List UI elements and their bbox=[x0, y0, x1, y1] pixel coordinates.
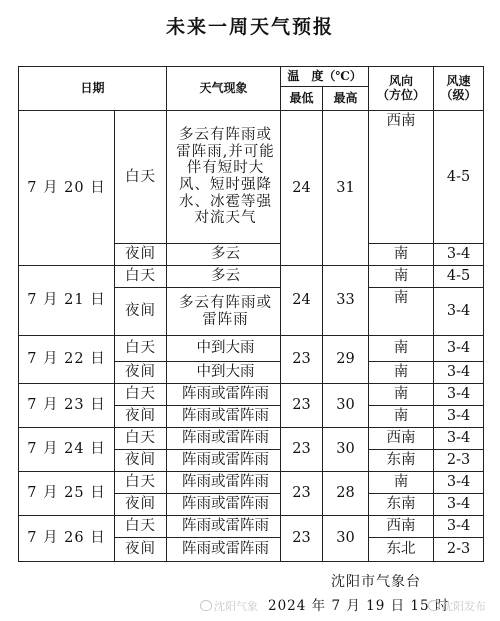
weather-night: 多云 bbox=[167, 244, 281, 266]
weather-day: 阵雨或雷阵雨 bbox=[167, 516, 281, 538]
date-cell: 7 月 22 日 bbox=[19, 336, 115, 384]
temp-min: 23 bbox=[281, 384, 323, 428]
temp-min: 23 bbox=[281, 472, 323, 516]
watermark-right-text: 沈阳发布 bbox=[442, 600, 486, 613]
table-row bbox=[19, 384, 484, 406]
header-wind-speed-label: 风速 bbox=[446, 73, 471, 88]
wind-speed-day: 4-5 bbox=[434, 266, 484, 288]
temp-max: 30 bbox=[323, 516, 369, 562]
period-night: 夜间 bbox=[115, 538, 167, 562]
date-cell: 7 月 21 日 bbox=[19, 266, 115, 336]
temp-max: 30 bbox=[323, 428, 369, 472]
wind-speed-night: 3-4 bbox=[434, 362, 484, 384]
wind-dir-night: 南 bbox=[369, 406, 434, 428]
header-temp-max: 最高 bbox=[323, 87, 369, 111]
wind-speed-day: 3-4 bbox=[434, 384, 484, 406]
temp-min: 24 bbox=[281, 266, 323, 336]
wind-dir-night: 南 bbox=[369, 288, 434, 336]
period-night: 夜间 bbox=[115, 494, 167, 516]
header-wind-speed bbox=[434, 67, 484, 111]
wind-dir-night: 南 bbox=[369, 244, 434, 266]
table-row bbox=[19, 472, 484, 494]
weather-day: 阵雨或雷阵雨 bbox=[167, 428, 281, 450]
temp-min: 23 bbox=[281, 516, 323, 562]
period-night: 夜间 bbox=[115, 288, 167, 336]
temp-max: 28 bbox=[323, 472, 369, 516]
weather-night: 阵雨或雷阵雨 bbox=[167, 450, 281, 472]
wind-speed-night: 2-3 bbox=[434, 538, 484, 562]
wind-dir-day: 南 bbox=[369, 266, 434, 288]
table-row bbox=[19, 336, 484, 362]
period-night: 夜间 bbox=[115, 244, 167, 266]
temp-min: 24 bbox=[281, 111, 323, 266]
weather-night: 中到大雨 bbox=[167, 362, 281, 384]
date-cell: 7 月 25 日 bbox=[19, 472, 115, 516]
watermark-right bbox=[428, 598, 486, 614]
wind-speed-night: 3-4 bbox=[434, 288, 484, 336]
period-day: 白天 bbox=[115, 428, 167, 450]
header-weather: 天气现象 bbox=[167, 67, 281, 111]
weather-day: 多云 bbox=[167, 266, 281, 288]
period-day: 白天 bbox=[115, 516, 167, 538]
period-day: 白天 bbox=[115, 336, 167, 362]
forecast-table bbox=[18, 66, 484, 562]
header-wind-speed-sub: （级） bbox=[440, 87, 477, 102]
date-cell: 7 月 26 日 bbox=[19, 516, 115, 562]
wind-dir-night: 东南 bbox=[369, 494, 434, 516]
wind-speed-night: 3-4 bbox=[434, 244, 484, 266]
date-cell: 7 月 23 日 bbox=[19, 384, 115, 428]
weather-day: 阵雨或雷阵雨 bbox=[167, 472, 281, 494]
weather-day: 多云有阵雨或雷阵雨,并可能伴有短时大风、短时强降水、冰雹等强对流天气 bbox=[167, 111, 281, 244]
page-title: 未来一周天气预报 bbox=[165, 16, 334, 38]
wind-dir-day: 南 bbox=[369, 384, 434, 406]
date-cell: 7 月 24 日 bbox=[19, 428, 115, 472]
temp-max: 30 bbox=[323, 384, 369, 428]
wind-speed-day: 4-5 bbox=[434, 111, 484, 244]
temp-max: 31 bbox=[323, 111, 369, 266]
temp-max: 29 bbox=[323, 336, 369, 384]
table-row bbox=[19, 111, 484, 244]
weather-night: 阵雨或雷阵雨 bbox=[167, 406, 281, 428]
wind-speed-night: 2-3 bbox=[434, 450, 484, 472]
date-cell: 7 月 20 日 bbox=[19, 111, 115, 266]
wind-speed-night: 3-4 bbox=[434, 494, 484, 516]
wind-dir-night: 东北 bbox=[369, 538, 434, 562]
period-night: 夜间 bbox=[115, 362, 167, 384]
wind-speed-night: 3-4 bbox=[434, 406, 484, 428]
wind-speed-day: 3-4 bbox=[434, 472, 484, 494]
weather-day: 阵雨或雷阵雨 bbox=[167, 384, 281, 406]
wind-dir-day: 南 bbox=[369, 336, 434, 362]
header-wind-dir bbox=[369, 67, 434, 111]
weather-night: 多云有阵雨或雷阵雨 bbox=[167, 288, 281, 336]
header-temp: 温 度（℃） bbox=[281, 67, 369, 87]
issue-time: 2024 年 7 月 19 日 15 时 bbox=[268, 598, 450, 614]
temp-min: 23 bbox=[281, 428, 323, 472]
wind-dir-day: 南 bbox=[369, 472, 434, 494]
header-temp-min: 最低 bbox=[281, 87, 323, 111]
wind-dir-day: 西南 bbox=[369, 428, 434, 450]
period-day: 白天 bbox=[115, 111, 167, 244]
wind-dir-day: 西南 bbox=[369, 111, 434, 244]
temp-max: 33 bbox=[323, 266, 369, 336]
wind-dir-day: 西南 bbox=[369, 516, 434, 538]
wind-dir-night: 南 bbox=[369, 362, 434, 384]
issuer-org: 沈阳市气象台 bbox=[331, 574, 421, 590]
wind-speed-day: 3-4 bbox=[434, 428, 484, 450]
period-night: 夜间 bbox=[115, 450, 167, 472]
table-row bbox=[19, 516, 484, 538]
wind-dir-night: 东南 bbox=[369, 450, 434, 472]
period-day: 白天 bbox=[115, 472, 167, 494]
wind-speed-day: 3-4 bbox=[434, 336, 484, 362]
temp-min: 23 bbox=[281, 336, 323, 384]
weather-night: 阵雨或雷阵雨 bbox=[167, 494, 281, 516]
weibo-icon bbox=[428, 600, 440, 611]
weather-night: 阵雨或雷阵雨 bbox=[167, 538, 281, 562]
wind-speed-day: 3-4 bbox=[434, 516, 484, 538]
header-wind-dir-label: 风向 bbox=[389, 73, 414, 88]
period-day: 白天 bbox=[115, 266, 167, 288]
header-date: 日期 bbox=[19, 67, 167, 111]
table-row bbox=[19, 266, 484, 288]
header-wind-dir-sub: （方位） bbox=[377, 87, 426, 102]
period-day: 白天 bbox=[115, 384, 167, 406]
watermark-left bbox=[200, 598, 258, 614]
weibo-icon bbox=[200, 600, 212, 611]
weather-day: 中到大雨 bbox=[167, 336, 281, 362]
period-night: 夜间 bbox=[115, 406, 167, 428]
table-row bbox=[19, 428, 484, 450]
watermark-left-text: 沈阳气象 bbox=[214, 600, 258, 613]
